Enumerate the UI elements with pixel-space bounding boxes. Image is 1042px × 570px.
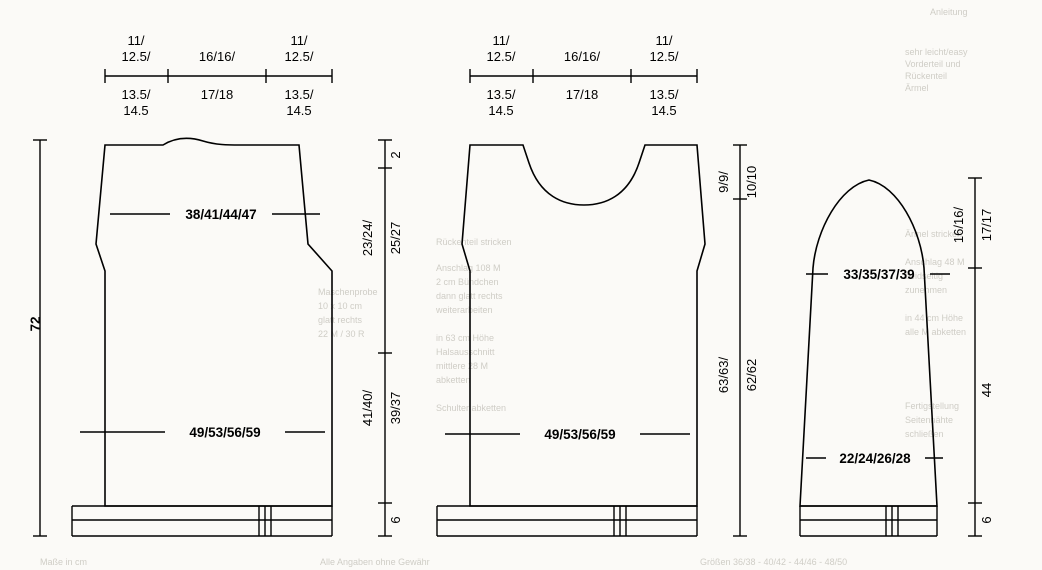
front-top-dimension-rule bbox=[105, 69, 332, 83]
sleeve-upperarm-label: 33/35/37/39 bbox=[843, 267, 915, 282]
background-text: weiterarbeiten bbox=[436, 305, 493, 315]
background-text: 22 M / 30 R bbox=[318, 329, 365, 339]
background-text: 2 cm Bündchen bbox=[436, 277, 499, 287]
back-dim-right-2: 12.5/ bbox=[649, 49, 679, 64]
front-dim-center-1: 16/16/ bbox=[198, 49, 236, 64]
front-dim-left-1: 11/ bbox=[127, 33, 145, 48]
front-dim-right-1: 11/ bbox=[290, 33, 308, 48]
sleeve-cap-label-2: 17/17 bbox=[979, 208, 994, 242]
background-text: in 44 cm Höhe bbox=[905, 313, 964, 323]
front-height-scale bbox=[33, 140, 47, 536]
front-dim-right-4: 14.5 bbox=[286, 103, 312, 118]
back-dim-center-2: 17/18 bbox=[565, 87, 599, 102]
back-top-dimension-rule bbox=[470, 69, 697, 83]
back-neckband-label: 2 bbox=[388, 151, 403, 159]
back-shoulder-label-1: 9/9/ bbox=[716, 171, 731, 193]
background-text: Vorderteil und bbox=[905, 59, 961, 69]
sleeve-rib-label: 6 bbox=[979, 516, 994, 524]
front-dim-center-2: 17/18 bbox=[200, 87, 234, 102]
sleeve-length-label: 44 bbox=[979, 382, 994, 398]
background-text: zunehmen bbox=[905, 285, 948, 295]
front-dim-left-2: 12.5/ bbox=[121, 49, 151, 64]
back-lower-label-2: 39/37 bbox=[388, 391, 403, 425]
back-dim-right-4: 14.5 bbox=[651, 103, 677, 118]
background-text: Ärmel bbox=[905, 83, 929, 93]
background-text: Fertigstellung bbox=[905, 401, 960, 411]
background-text: Rückenteil bbox=[905, 71, 948, 81]
background-text: beidseitig bbox=[905, 271, 944, 281]
back-dim-left-4: 14.5 bbox=[488, 103, 514, 118]
background-text: Anleitung bbox=[930, 7, 968, 17]
background-text: abketten bbox=[436, 375, 471, 385]
back-lower-label-1: 41/40/ bbox=[360, 389, 375, 427]
background-text: Halsausschnitt bbox=[436, 347, 495, 357]
back-dim-center-1: 16/16/ bbox=[563, 49, 601, 64]
background-text: Maße in cm bbox=[40, 557, 88, 567]
back-dim-left-2: 12.5/ bbox=[486, 49, 516, 64]
front-dim-left-3: 13.5/ bbox=[121, 87, 151, 102]
background-text: glatt rechts bbox=[318, 315, 363, 325]
front-dim-right-2: 12.5/ bbox=[284, 49, 314, 64]
background-text: alle M abketten bbox=[905, 327, 967, 337]
back-dim-right-3: 13.5/ bbox=[649, 87, 679, 102]
background-text: Größen 36/38 - 40/42 - 44/46 - 48/50 bbox=[700, 557, 848, 567]
background-text: Anschlag 108 M bbox=[436, 263, 501, 273]
background-text: Maschenprobe bbox=[318, 287, 378, 297]
front-hem-label: 49/53/56/59 bbox=[189, 425, 261, 440]
background-text: 10 x 10 cm bbox=[318, 301, 363, 311]
front-chest-label: 38/41/44/47 bbox=[185, 207, 257, 222]
back-dim-left-1: 11/ bbox=[492, 33, 510, 48]
background-text: dann glatt rechts bbox=[436, 291, 503, 301]
back-upper-label-2: 25/27 bbox=[388, 221, 403, 255]
background-text: Alle Angaben ohne Gewähr bbox=[320, 557, 430, 567]
back-body-outline bbox=[462, 145, 705, 506]
front-body-outline bbox=[96, 138, 332, 506]
front-total-height-label: 72 bbox=[28, 316, 43, 332]
background-text: schließen bbox=[905, 429, 944, 439]
front-dim-left-4: 14.5 bbox=[123, 103, 149, 118]
back-hem-label: 49/53/56/59 bbox=[544, 427, 616, 442]
back-upper-label-1: 23/24/ bbox=[360, 219, 375, 257]
front-dim-right-3: 13.5/ bbox=[284, 87, 314, 102]
back-dim-right-1: 11/ bbox=[655, 33, 673, 48]
background-text: Ärmel stricken bbox=[905, 229, 963, 239]
back-dim-left-3: 13.5/ bbox=[486, 87, 516, 102]
back-body-label-2: 62/62 bbox=[744, 358, 759, 392]
background-text: Seitennähte bbox=[905, 415, 954, 425]
background-text: sehr leicht/easy bbox=[905, 47, 968, 57]
back-body-label-1: 63/63/ bbox=[716, 356, 731, 394]
background-text: Rückenteil stricken bbox=[436, 237, 512, 247]
back-shoulder-label-2: 10/10 bbox=[744, 165, 759, 199]
back-left-scale bbox=[378, 140, 392, 536]
sleeve-cap-label-1: 16/16/ bbox=[951, 206, 966, 244]
background-text: in 63 cm Höhe bbox=[436, 333, 495, 343]
background-text: Anschlag 48 M bbox=[905, 257, 965, 267]
background-text: Schulter abketten bbox=[436, 403, 507, 413]
back-right-scale bbox=[733, 145, 747, 536]
background-text: mittlere 28 M bbox=[436, 361, 489, 371]
sleeve-cuff-label: 22/24/26/28 bbox=[839, 451, 911, 466]
back-rib-label: 6 bbox=[388, 516, 403, 524]
